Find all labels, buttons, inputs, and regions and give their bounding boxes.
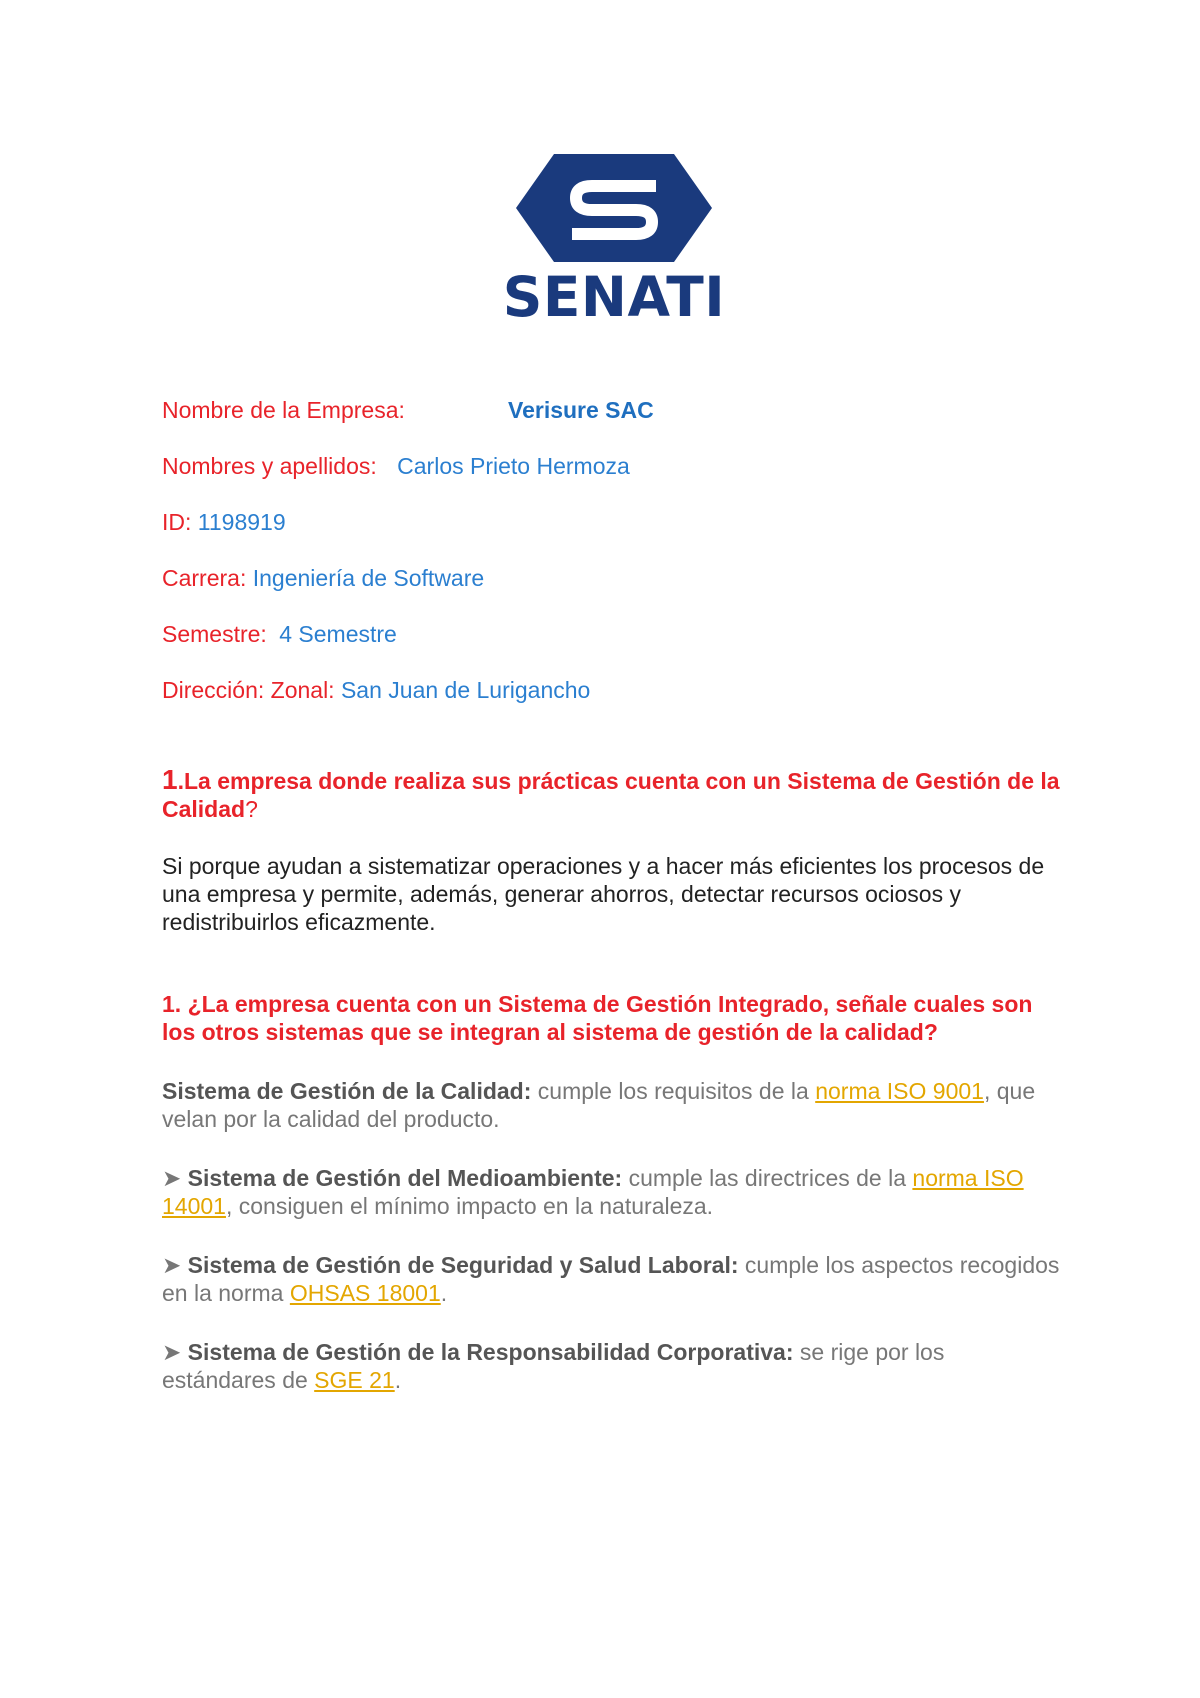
empresa-label: Nombre de la Empresa: [162,397,405,423]
system-text-after: , que velan por la calidad del producto. [162,1078,1036,1132]
semestre-label: Semestre: [162,621,267,647]
question-1-end: ? [245,796,258,822]
logo-text: SENATI [502,265,726,329]
direccion-value: San Juan de Lurigancho [340,677,591,703]
system-title: Sistema de Gestión de la Responsabilidad Corporativa: [187,1339,794,1365]
system-title: Sistema de Gestión del Medioambiente: [187,1165,623,1191]
nombres-row [162,452,630,480]
id-row [162,508,286,536]
direccion-row [162,676,590,704]
direccion-label: Dirección: Zonal: [162,677,335,703]
ohsas-18001-link[interactable]: OHSAS 18001 [289,1280,441,1306]
semestre-row [162,620,397,648]
arrow-bullet-icon: ➤ [162,1252,188,1278]
system-text-after: . [440,1280,448,1306]
system-item-1 [162,1077,1062,1133]
answer-1: Si porque ayudan a sistematizar operaciones y a hacer más eficientes los procesos de una empresa y permite, además, generar ahorros, detectar recursos ociosos y redistribuirlos eficazmente. [162,853,1045,935]
carrera-label: Carrera: [162,565,247,591]
system-item-3 [162,1251,1062,1307]
id-label: ID: [162,509,192,535]
question-1 [162,766,1062,823]
arrow-bullet-icon: ➤ [162,1165,188,1191]
empresa-row [162,396,654,424]
nombres-value: Carlos Prieto Hermoza [397,453,630,479]
sge-21-link[interactable]: SGE 21 [314,1367,395,1393]
empresa-value: Verisure SAC [508,397,654,423]
semestre-value: 4 Semestre [279,621,397,647]
senati-emblem-icon [500,152,728,264]
question-2: 1. ¿La empresa cuenta con un Sistema de Gestión Integrado, señale cuales son los otros sistemas que se integran al sistema de gestión de la calidad? [162,991,1033,1045]
system-text-before: cumple los aspectos recogidos en la norma [162,1252,1060,1306]
system-item-4 [162,1338,1062,1394]
system-text-before: se rige por los estándares de [162,1339,945,1393]
carrera-value: Ingeniería de Software [252,565,485,591]
system-text-after: . [394,1367,402,1393]
question-1-number: 1 [162,764,178,795]
system-item-2 [162,1164,1062,1220]
nombres-label: Nombres y apellidos: [162,453,377,479]
system-text-before: cumple los requisitos de la [531,1078,816,1104]
id-value: 1198919 [197,509,286,535]
question-1-text: .La empresa donde realiza sus prácticas cuenta con un Sistema de Gestión de la Calidad [162,768,1060,822]
system-title: Sistema de Gestión de Seguridad y Salud Laboral: [187,1252,739,1278]
norma-iso-14001-link[interactable]: norma ISO 14001 [162,1165,1024,1219]
carrera-row [162,564,484,592]
system-text-before: cumple las directrices de la [622,1165,913,1191]
system-text-after: , consiguen el mínimo impacto en la naturaleza. [225,1193,714,1219]
arrow-bullet-icon: ➤ [162,1339,188,1365]
system-title: Sistema de Gestión de la Calidad: [162,1078,532,1104]
norma-iso-9001-link[interactable]: norma ISO 9001 [815,1078,984,1104]
senati-logo [500,152,728,332]
